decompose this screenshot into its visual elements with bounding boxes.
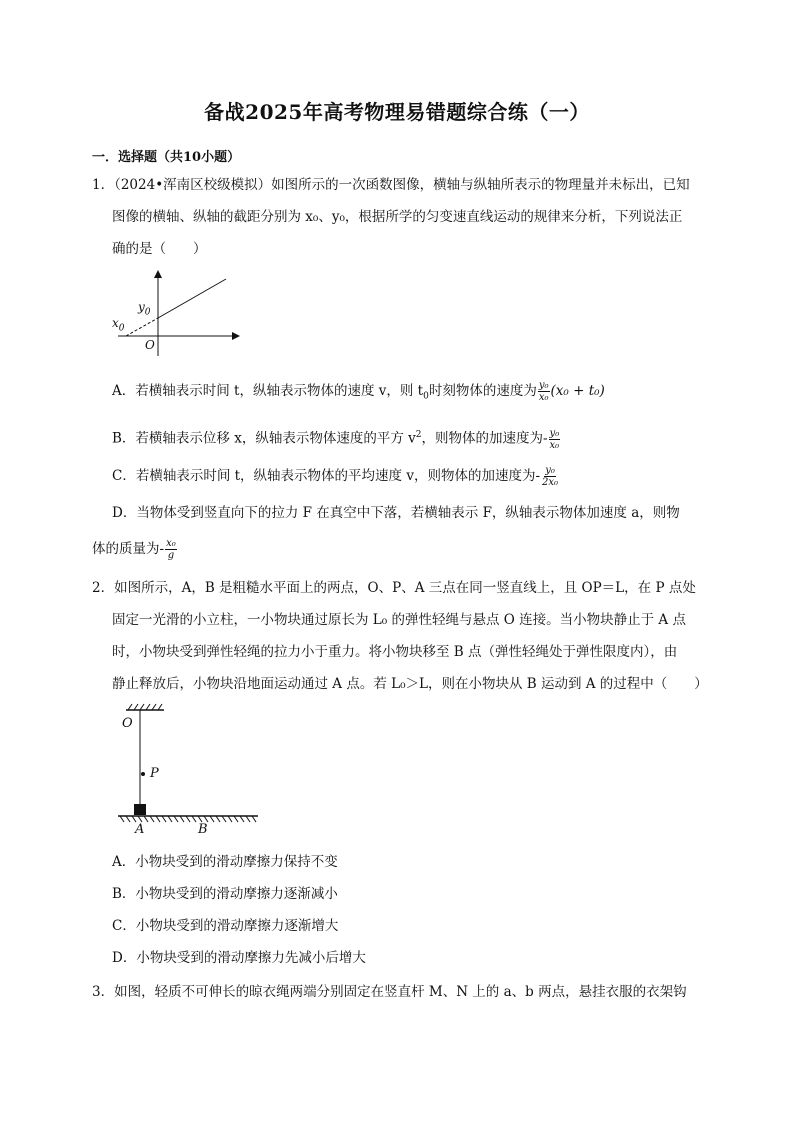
q1-option-b[interactable]: B．若横轴表示位移 x，纵轴表示物体速度的平方 $v^2$，则物体的加速度为- $\frac{\text{y₀}}{\text{x₀}}$ xyxy=(112,427,560,451)
section-heading: 一．选择题（共10小题） xyxy=(92,150,241,165)
q2-line4: 静止释放后，小物块沿地面运动通过 A 点。若 L₀＞L，则在小物块从 B 运动到 A 的过程中（ ） xyxy=(112,676,708,692)
q2-line3: 时，小物块受到弹性轻绳的拉力小于重力。将小物块移至 B 点（弹性轻绳处于弹性限度内），由 xyxy=(112,644,678,660)
q2-line2: 固定一光滑的小立柱，一小物块通过原长为 L₀ 的弹性轻绳与悬点 O 连接。当小物块静止于 A 点 xyxy=(112,612,686,628)
label-b: B xyxy=(198,822,208,837)
q2-setup-figure xyxy=(112,700,272,842)
pillar-p xyxy=(141,772,145,776)
fraction-y0-x0: $\frac{\text{y₀}}{\text{x₀}}$ xyxy=(538,380,549,403)
q1-line3: 确的是（ ） xyxy=(112,241,207,257)
q1-option-a[interactable]: A．若横轴表示时间 t，纵轴表示物体的速度 v，则 $t_0$时刻物体的速度为 $\frac{\text{y₀}}{\text{x₀}}$ (x₀ + t₀) xyxy=(112,380,605,403)
label-p: P xyxy=(150,766,159,781)
q1-graph-svg xyxy=(108,268,248,358)
q1-line1: 1．（2024•浑南区校级模拟）如图所示的一次函数图像，横轴与纵轴所表示的物理量并未标出，已知 xyxy=(92,177,690,193)
q1-line2: 图像的横轴、纵轴的截距分别为 x₀、y₀，根据所学的匀变速直线运动的规律来分析，下列说法正 xyxy=(112,209,683,225)
label-a: A xyxy=(135,822,145,837)
q2-option-b[interactable]: B．小物块受到的滑动摩擦力逐渐减小 xyxy=(112,886,338,902)
graph-dashed-extension xyxy=(126,318,158,336)
page-title: 备战2025年高考物理易错题综合练（一） xyxy=(204,100,590,124)
label-origin: O xyxy=(145,338,155,352)
ceiling-hatch xyxy=(128,704,162,710)
fraction-y0-2x0: $\frac{\text{y₀}}{\text{2x₀}}$ xyxy=(542,465,559,488)
fraction-y0-x0: $\frac{\text{y₀}}{\text{x₀}}$ xyxy=(549,427,560,451)
graph-line xyxy=(158,279,226,318)
label-x0: $x_0$ xyxy=(112,316,125,334)
q2-setup-svg xyxy=(112,700,272,842)
q3-line1: 3．如图，轻质不可伸长的晾衣绳两端分别固定在竖直杆 M、N 上的 a、b 两点，悬挂衣服的衣架钩 xyxy=(92,984,687,1000)
q2-option-c[interactable]: C．小物块受到的滑动摩擦力逐渐增大 xyxy=(112,918,339,934)
q2-option-a[interactable]: A．小物块受到的滑动摩擦力保持不变 xyxy=(112,854,338,870)
label-y0: $y_0$ xyxy=(138,300,151,318)
q1-option-d-line2[interactable]: 体的质量为- $\frac{\text{x₀}}{g}$ xyxy=(92,538,176,561)
fraction-x0-g: $\frac{\text{x₀}}{g}$ xyxy=(166,538,176,561)
label-o: O xyxy=(122,716,133,731)
q2-option-d[interactable]: D．小物块受到的滑动摩擦力先减小后增大 xyxy=(112,950,366,966)
q1-graph-figure xyxy=(108,268,248,358)
block xyxy=(134,804,146,815)
q2-line1: 2．如图所示，A，B 是粗糙水平面上的两点，O、P、A 三点在同一竖直线上，且 OP＝L，在 P 点处 xyxy=(92,580,696,596)
q1-option-c[interactable]: C．若横轴表示时间 t，纵轴表示物体的平均速度 v，则物体的加速度为- $\frac{\text{y₀}}{\text{2x₀}}$ xyxy=(112,465,559,488)
q1-option-d-line1[interactable]: D．当物体受到竖直向下的拉力 F 在真空中下落，若横轴表示 F，纵轴表示物体加速度 a，则物 xyxy=(112,505,680,521)
